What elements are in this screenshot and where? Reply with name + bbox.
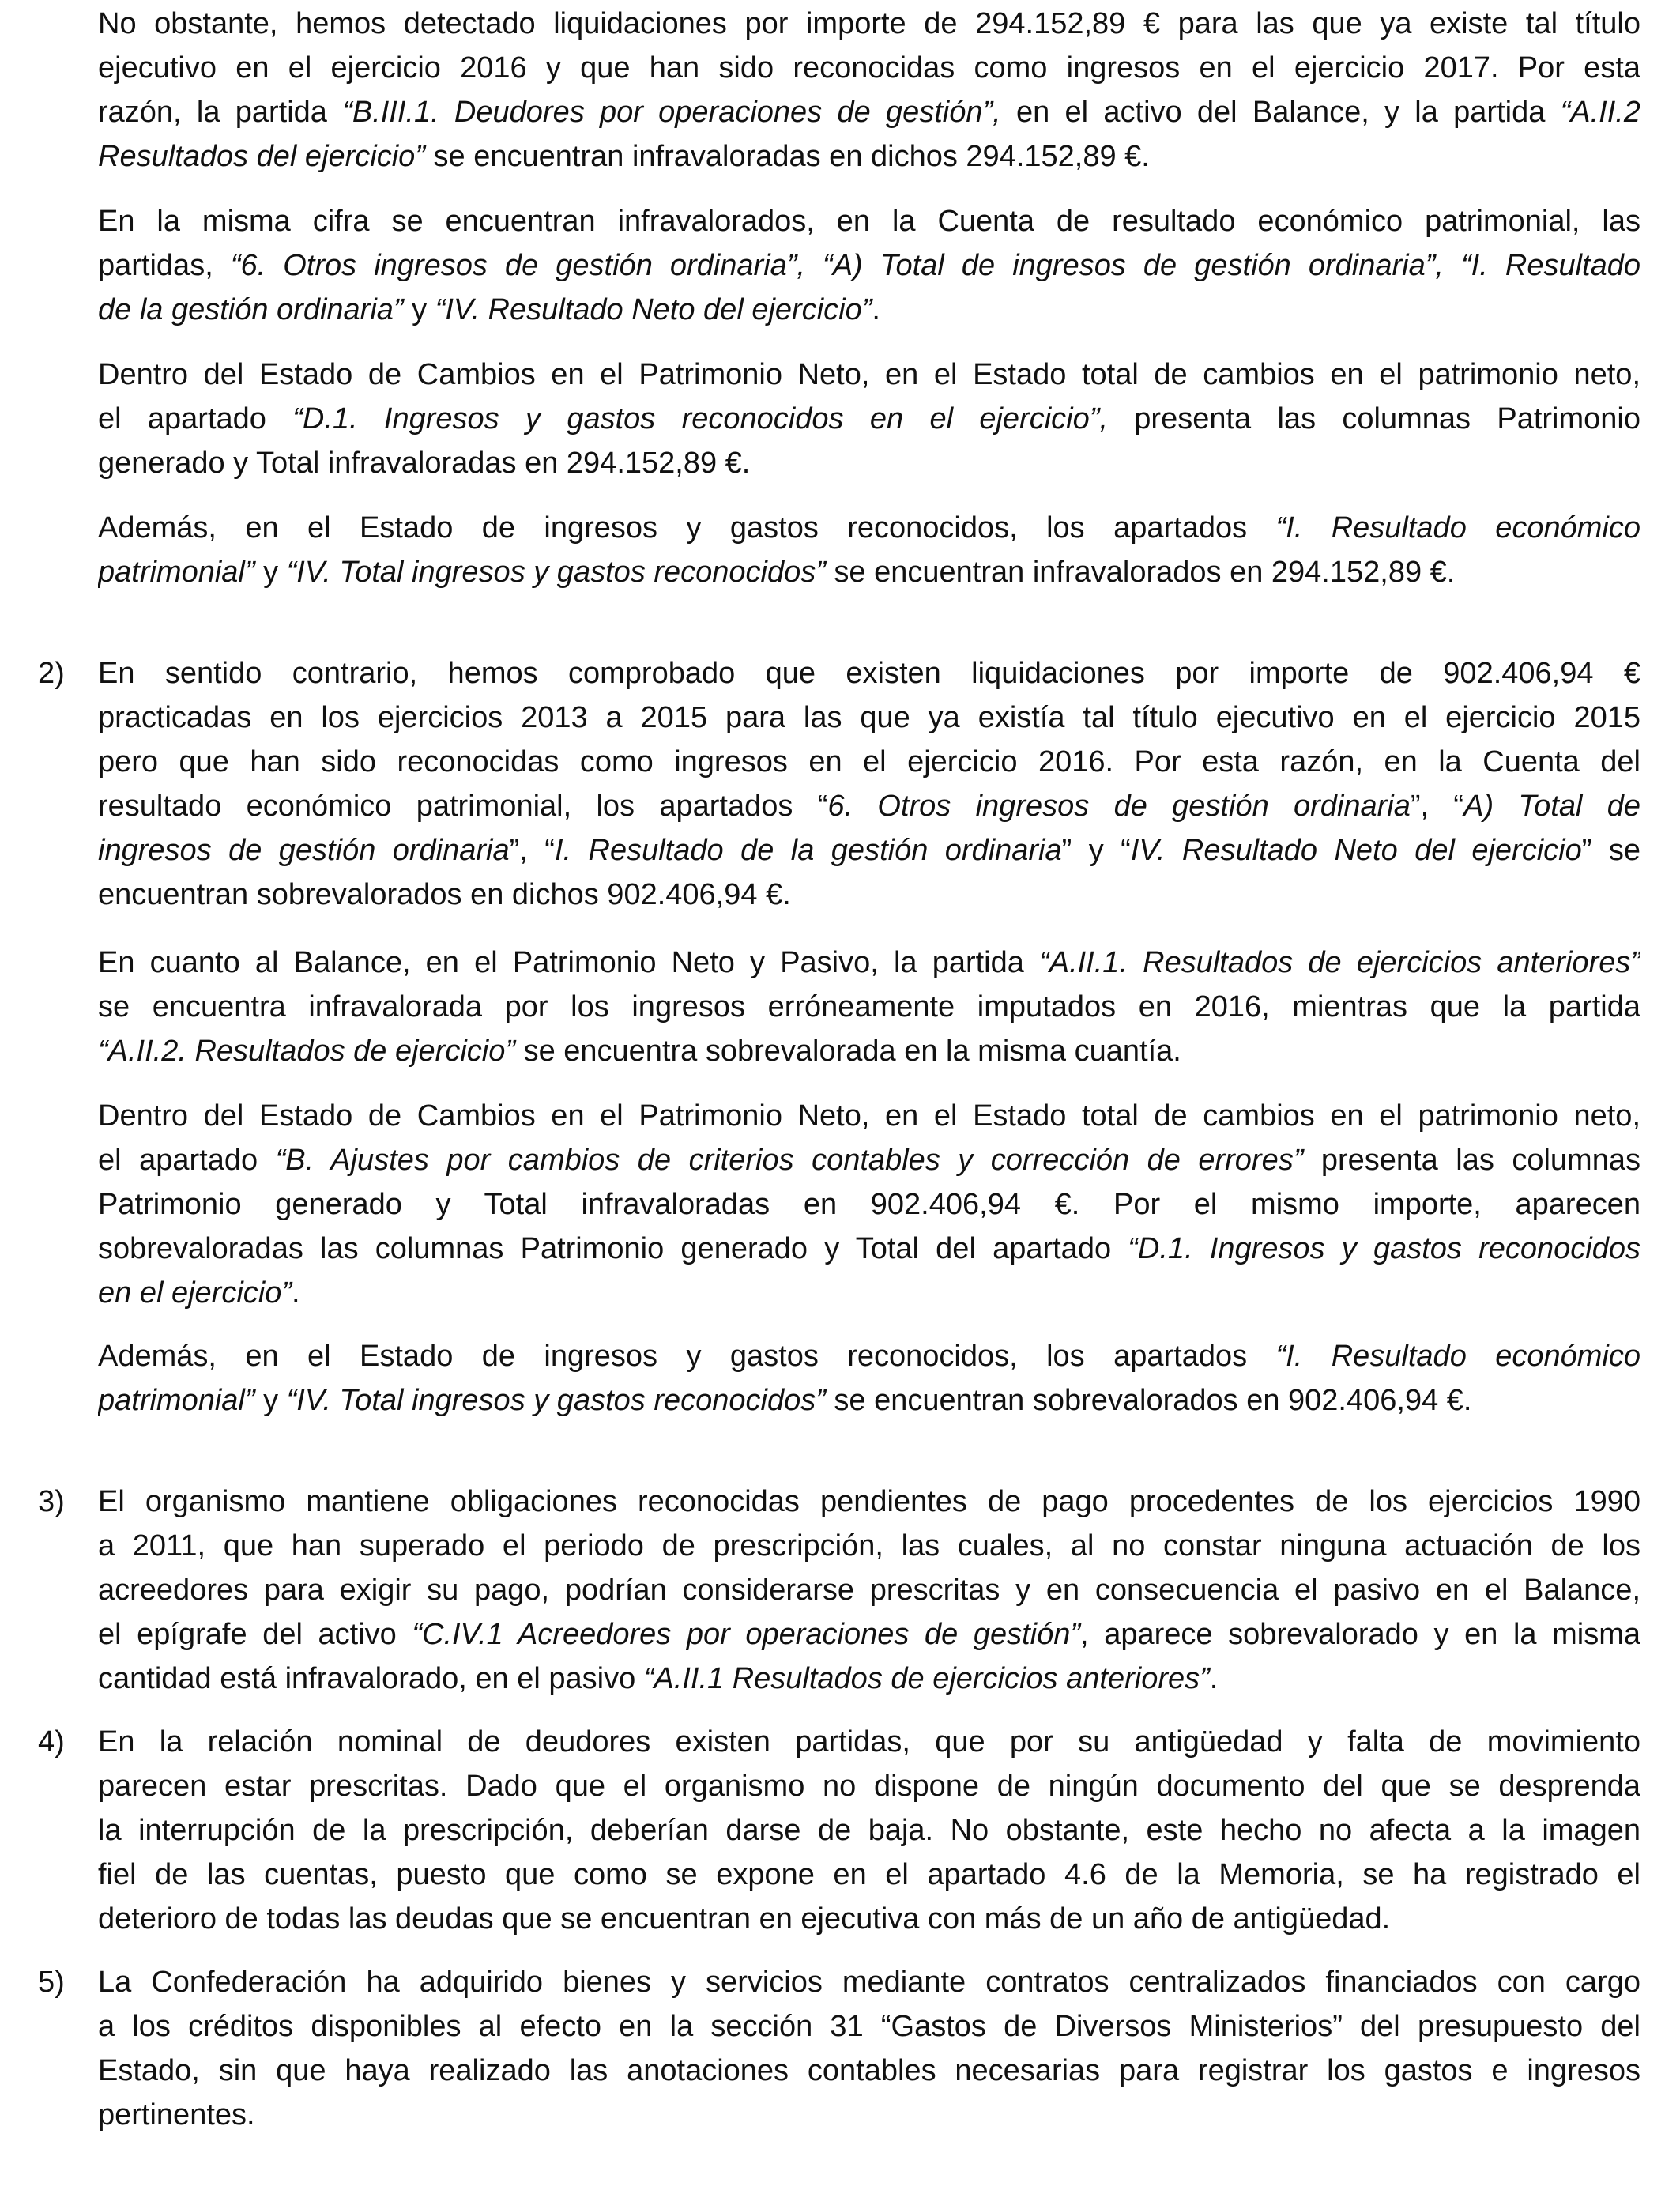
text-segment: . [872, 293, 880, 326]
text-segment: se encuentran sobrevalorados en 902.406,94 €. [825, 1384, 1472, 1417]
text-segment: ingresos de gestión ordinaria [98, 834, 510, 867]
text-segment: cantidad está infravalorado, en el pasivo [98, 1662, 644, 1695]
text-line [98, 1094, 1640, 1138]
text-line [98, 550, 1640, 594]
text-segment: patrimonial” [98, 556, 255, 589]
text-segment: ” se [1581, 834, 1640, 867]
text-segment: razón, la partida [98, 96, 343, 129]
text-segment: “B. Ajustes por cambios de criterios contables y corrección de errores” [275, 1144, 1304, 1177]
text-line [98, 288, 1640, 332]
text-segment: “A.II.1 Resultados de ejercicios anteriores” [643, 1662, 1210, 1695]
text-segment: en el activo del Balance, y la partida [1000, 96, 1561, 129]
text-segment: “IV. Total ingresos y gastos reconocidos” [286, 1384, 826, 1417]
text-segment: , aparece sobrevalorado y en la misma [1080, 1618, 1640, 1651]
text-segment: el epígrafe del activo [98, 1618, 412, 1651]
text-segment: y [254, 1384, 287, 1417]
item3-paragraph [98, 1480, 1640, 1701]
text-segment: ” y “ [1061, 834, 1131, 867]
text-segment: parecen estar prescritas. Dado que el organismo no dispone de ningún documento del que se desprenda [98, 1770, 1640, 1803]
text-line [98, 397, 1640, 441]
text-segment: fiel de las cuentas, puesto que como se expone en el apartado 4.6 de la Memoria, se ha registrado el [98, 1858, 1640, 1891]
text-segment: ”, “ [509, 834, 555, 867]
list-number-4: 4) [38, 1725, 65, 1759]
text-line [98, 1227, 1640, 1271]
text-segment: en el ejercicio” [98, 1276, 292, 1310]
intro-paragraph-1 [98, 2, 1640, 179]
text-segment: “6. Otros ingresos de gestión ordinaria”, “A) Total de ingresos de gestión ordinaria”, “I. Resultado [230, 249, 1640, 282]
text-line [98, 1764, 1640, 1808]
text-segment: partidas, [98, 249, 231, 282]
text-line [98, 1960, 1640, 2004]
text-line [98, 1138, 1640, 1182]
text-segment: A) Total de [1463, 790, 1640, 823]
text-segment: generado y Total infravaloradas en 294.152,89 €. [98, 447, 751, 480]
list-number-5: 5) [38, 1966, 65, 1999]
item5-paragraph [98, 1960, 1640, 2137]
intro-paragraph-4 [98, 506, 1640, 594]
text-segment: I. Resultado de la gestión ordinaria [554, 834, 1062, 867]
text-segment: y [254, 556, 287, 589]
text-line [98, 199, 1640, 243]
text-line [98, 1720, 1640, 1764]
text-line [98, 696, 1640, 740]
text-segment: presenta las columnas [1303, 1144, 1640, 1177]
text-segment: a los créditos disponibles al efecto en la sección 31 “Gastos de Diversos Ministerios” del presupuesto del [98, 2010, 1640, 2043]
text-segment: 6. Otros ingresos de gestión ordinaria [827, 790, 1411, 823]
text-line [98, 1480, 1640, 1524]
text-segment: “I. Resultado económico [1275, 1340, 1640, 1373]
text-line [98, 1029, 1640, 1073]
intro-paragraph-2 [98, 199, 1640, 332]
text-segment: a 2011, que han superado el periodo de prescripción, las cuales, al no constar ninguna actuación de los [98, 1529, 1640, 1563]
text-segment: “A.II.2 [1560, 96, 1640, 129]
text-line [98, 46, 1640, 90]
text-segment: La Confederación ha adquirido bienes y servicios mediante contratos centralizados financiados con cargo [98, 1966, 1640, 1999]
text-segment: el apartado [98, 1144, 276, 1177]
item2-paragraph-2 [98, 941, 1640, 1073]
text-line [98, 784, 1640, 828]
text-segment: sobrevaloradas las columnas Patrimonio generado y Total del apartado [98, 1232, 1128, 1265]
item2-paragraph-1 [98, 651, 1640, 917]
text-segment: No obstante, hemos detectado liquidaciones por importe de 294.152,89 € para las que ya existe tal título [98, 7, 1640, 40]
text-segment: practicadas en los ejercicios 2013 a 2015 para las que ya existía tal título ejecutivo en el ejercicio 2015 [98, 701, 1640, 734]
item2-paragraph-3 [98, 1094, 1640, 1315]
text-line [98, 243, 1640, 288]
text-line [98, 828, 1640, 873]
text-line [98, 1524, 1640, 1568]
text-segment: Dentro del Estado de Cambios en el Patrimonio Neto, en el Estado total de cambios en el patrimonio neto, [98, 358, 1640, 391]
text-segment: Además, en el Estado de ingresos y gastos reconocidos, los apartados [98, 511, 1276, 545]
text-line [98, 1334, 1640, 1378]
text-segment: la interrupción de la prescripción, deberían darse de baja. No obstante, este hecho no afecta a la imagen [98, 1814, 1640, 1847]
text-segment: se encuentran infravaloradas en dichos 294.152,89 €. [424, 140, 1150, 173]
text-segment: “C.IV.1 Acreedores por operaciones de gestión” [412, 1618, 1081, 1651]
text-segment: resultado económico patrimonial, los apartados “ [98, 790, 828, 823]
text-segment: el apartado [98, 402, 293, 435]
list-number-3: 3) [38, 1485, 65, 1518]
text-line [98, 441, 1640, 485]
text-line [98, 985, 1640, 1029]
text-line [98, 651, 1640, 696]
intro-paragraph-3 [98, 352, 1640, 485]
text-line [98, 941, 1640, 985]
text-line [98, 1271, 1640, 1315]
text-segment: “IV. Resultado Neto del ejercicio” [435, 293, 872, 326]
text-segment: “B.III.1. Deudores por operaciones de gestión”, [342, 96, 1001, 129]
text-segment: ”, “ [1410, 790, 1464, 823]
text-segment: deterioro de todas las deudas que se encuentran en ejecutiva con más de un año de antigüedad. [98, 1902, 1391, 1936]
text-line [98, 2049, 1640, 2093]
text-segment: “A.II.1. Resultados de ejercicios anteriores” [1039, 946, 1640, 979]
text-segment: presenta las columnas Patrimonio [1107, 402, 1640, 435]
text-segment: El organismo mantiene obligaciones reconocidas pendientes de pago procedentes de los ejercicios 1990 [98, 1485, 1640, 1518]
text-segment: y [403, 293, 435, 326]
text-segment: acreedores para exigir su pago, podrían considerarse prescritas y en consecuencia el pasivo en el Balance, [98, 1574, 1640, 1607]
text-segment: pertinentes. [98, 2098, 255, 2132]
text-segment: “D.1. Ingresos y gastos reconocidos en el ejercicio”, [292, 402, 1108, 435]
text-line [98, 2004, 1640, 2049]
text-line [98, 1182, 1640, 1227]
text-segment: pero que han sido reconocidas como ingresos en el ejercicio 2016. Por esta razón, en la Cuenta del [98, 745, 1640, 778]
text-line [98, 1808, 1640, 1853]
text-segment: ejecutivo en el ejercicio 2016 y que han sido reconocidas como ingresos en el ejercicio 2017. Por esta [98, 51, 1640, 85]
text-segment: “I. Resultado económico [1275, 511, 1640, 545]
text-line [98, 1378, 1640, 1423]
text-line [98, 2093, 1640, 2137]
text-segment: . [1209, 1662, 1219, 1695]
list-number-2: 2) [38, 657, 65, 690]
text-segment: En cuanto al Balance, en el Patrimonio Neto y Pasivo, la partida [98, 946, 1040, 979]
text-line [98, 1897, 1640, 1941]
text-segment: de la gestión ordinaria” [98, 293, 404, 326]
text-segment: se encuentran infravalorados en 294.152,89 €. [825, 556, 1456, 589]
text-line [98, 1853, 1640, 1897]
text-segment: “D.1. Ingresos y gastos reconocidos [1128, 1232, 1640, 1265]
text-segment: Además, en el Estado de ingresos y gastos reconocidos, los apartados [98, 1340, 1276, 1373]
text-segment: Estado, sin que haya realizado las anotaciones contables necesarias para registrar los gastos e ingresos [98, 2054, 1640, 2087]
text-segment: Dentro del Estado de Cambios en el Patrimonio Neto, en el Estado total de cambios en el patrimonio neto, [98, 1099, 1640, 1133]
text-segment: En la misma cifra se encuentran infravalorados, en la Cuenta de resultado económico patrimonial, las [98, 205, 1640, 238]
text-segment: se encuentra sobrevalorada en la misma cuantía. [515, 1035, 1181, 1068]
text-segment: IV. Resultado Neto del ejercicio [1130, 834, 1582, 867]
item2-paragraph-4 [98, 1334, 1640, 1423]
text-line [98, 506, 1640, 550]
text-segment: Patrimonio generado y Total infravaloradas en 902.406,94 €. Por el mismo importe, aparecen [98, 1188, 1640, 1221]
text-line [98, 134, 1640, 179]
text-segment: se encuentra infravalorada por los ingresos erróneamente imputados en 2016, mientras que la partida [98, 990, 1640, 1023]
text-line [98, 873, 1640, 917]
text-line [98, 352, 1640, 397]
item4-paragraph [98, 1720, 1640, 1941]
text-segment: Resultados del ejercicio” [98, 140, 425, 173]
text-line [98, 2, 1640, 46]
text-segment: encuentran sobrevalorados en dichos 902.406,94 €. [98, 878, 791, 911]
text-line [98, 90, 1640, 134]
text-line [98, 1568, 1640, 1612]
text-segment: En sentido contrario, hemos comprobado que existen liquidaciones por importe de 902.406,94 € [98, 657, 1640, 690]
text-segment: En la relación nominal de deudores existen partidas, que por su antigüedad y falta de movimiento [98, 1725, 1640, 1759]
text-segment: “A.II.2. Resultados de ejercicio” [98, 1035, 516, 1068]
text-line [98, 740, 1640, 784]
text-segment: patrimonial” [98, 1384, 255, 1417]
text-line [98, 1657, 1640, 1701]
text-segment: “IV. Total ingresos y gastos reconocidos” [286, 556, 826, 589]
text-segment: . [292, 1276, 300, 1310]
text-line [98, 1612, 1640, 1657]
